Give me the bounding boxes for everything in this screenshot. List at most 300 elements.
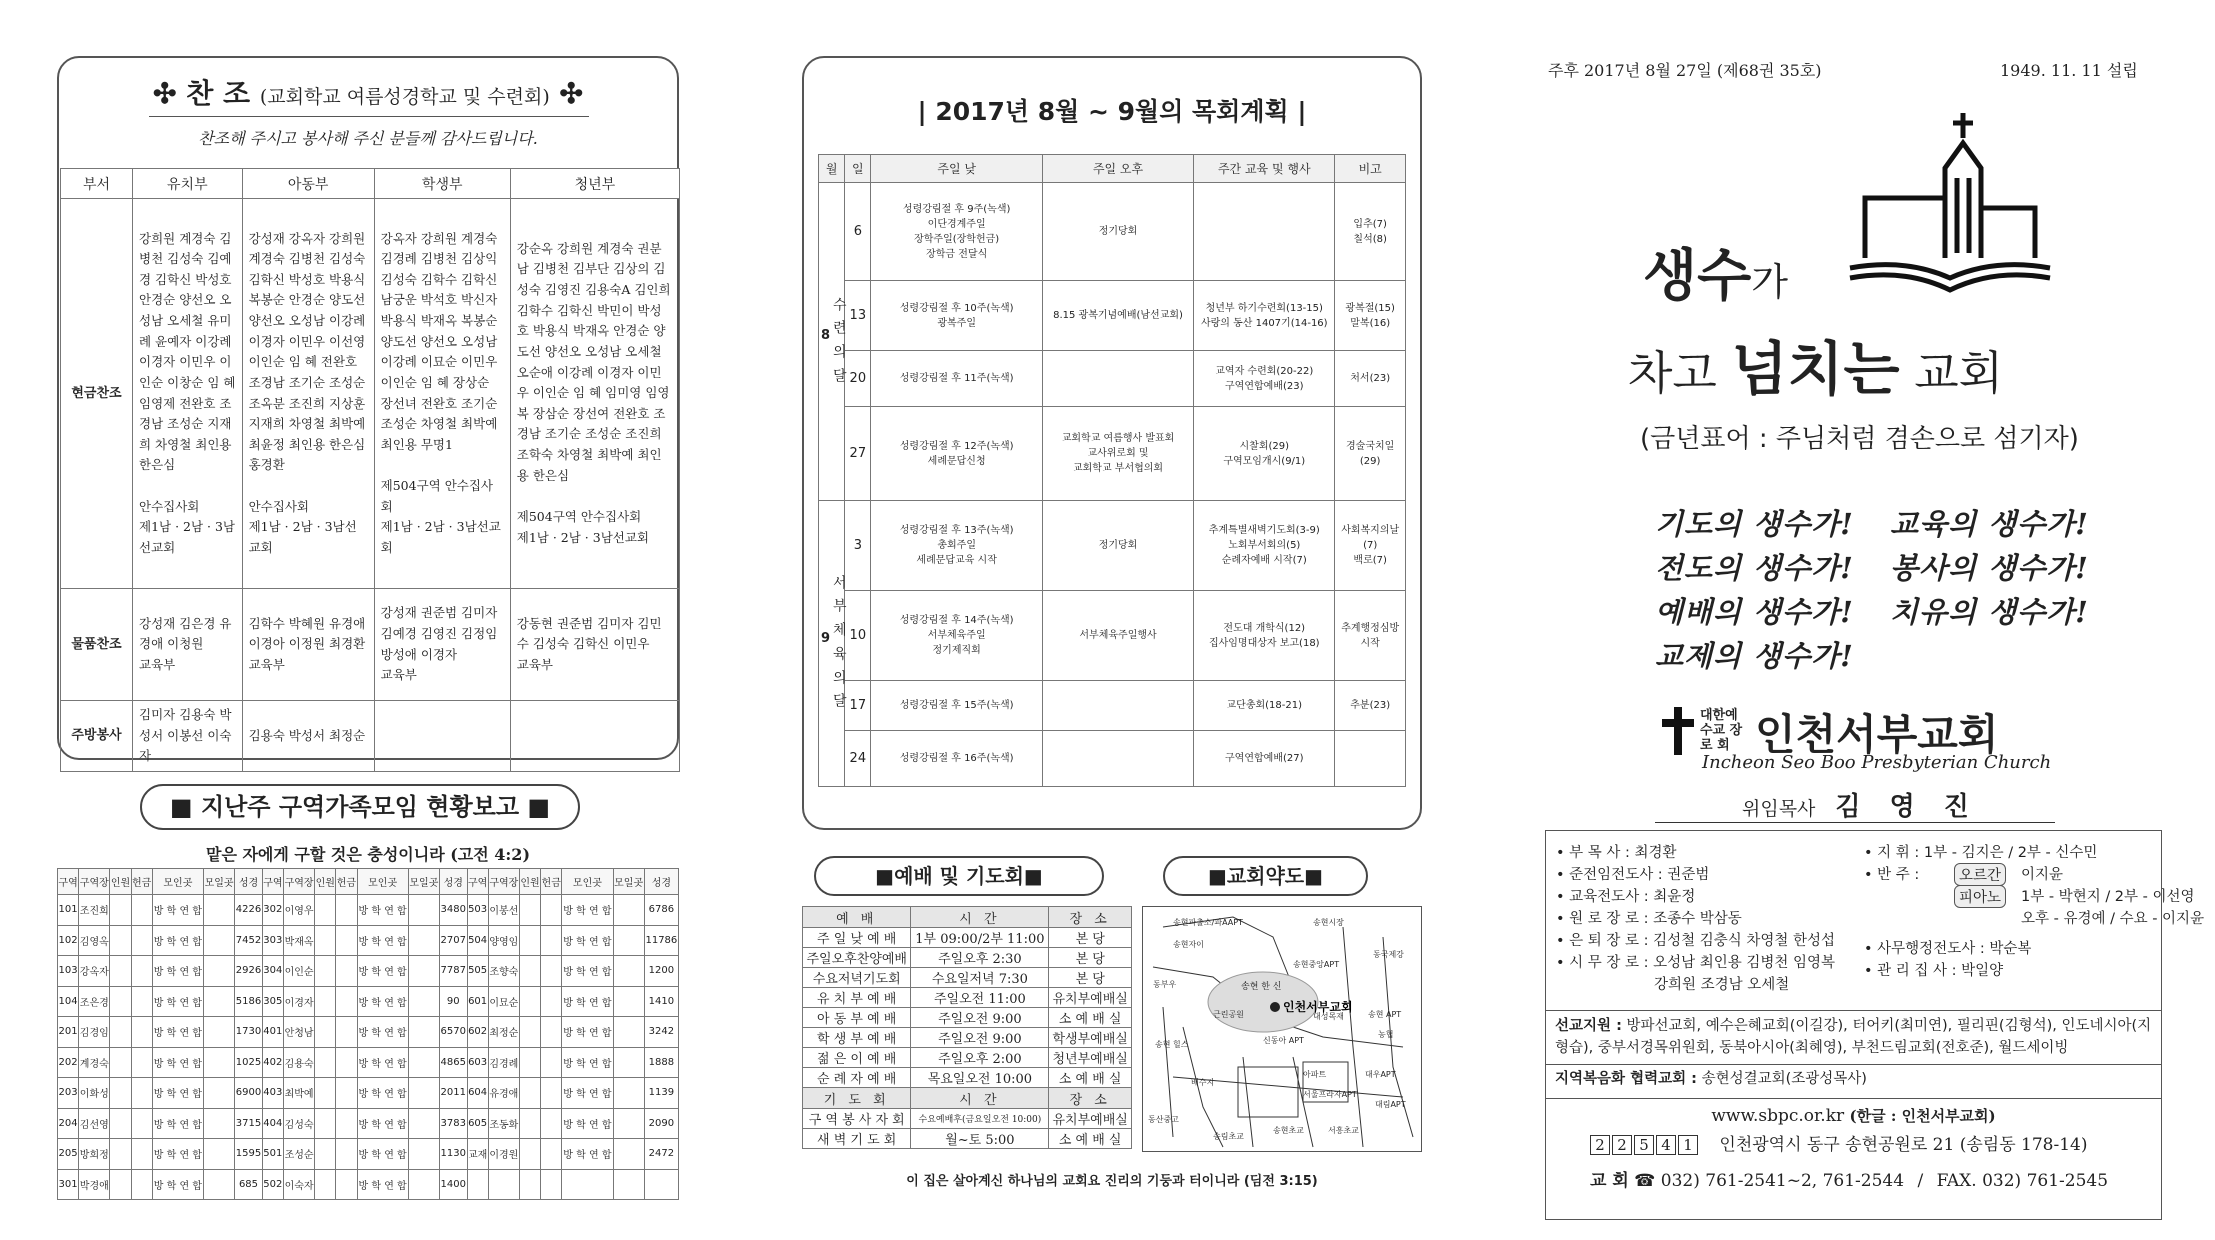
report-cell: 방 학 연 합: [357, 1169, 408, 1200]
worship-cell: 순 례 자 예 배: [803, 1068, 911, 1088]
plan-pm: 교회학교 여름행사 발표회 교사위로회 및 교회학교 부서협의회: [1042, 407, 1193, 501]
report-cell: 685: [235, 1169, 263, 1200]
map-label: 대림APT: [1375, 1100, 1406, 1109]
report-cell: 101: [58, 895, 79, 926]
plan-day: 13: [845, 281, 871, 351]
cheer-3: 예배의 생수가!: [1655, 595, 1854, 629]
plan-month: [819, 183, 845, 501]
report-header: 인원: [315, 869, 336, 895]
report-cell: 1139: [644, 1078, 678, 1109]
report-cell: 방 학 연 합: [562, 925, 613, 956]
worship-cell: 목요일오전 10:00: [911, 1068, 1049, 1088]
plan-header: 주일 낮: [871, 155, 1042, 183]
report-cell: 3715: [235, 1108, 263, 1139]
fax-number: FAX. 032) 761-2545: [1936, 1171, 2109, 1191]
report-quote: 맡은 자에게 구할 것은 충성이니라 (고전 4:2): [205, 845, 531, 864]
tel-number: 032) 761-2541~2, 761-2544: [1660, 1171, 1905, 1191]
map-label: 아파트: [1303, 1070, 1327, 1079]
report-cell: [408, 925, 439, 956]
sponsor-cell: 김미자 김용숙 박성서 이봉선 이숙자: [133, 701, 243, 772]
worship-cell: 주일오전 9:00: [911, 1028, 1049, 1048]
report-cell: 504: [467, 925, 488, 956]
report-cell: 이경자: [283, 986, 314, 1017]
report-cell: 방 학 연 합: [152, 986, 203, 1017]
report-cell: [613, 1139, 644, 1170]
plan-week: 추계특별새벽기도회(3-9) 노회부서회의(5) 순례자예배 시작(7): [1194, 501, 1335, 591]
report-cell: [203, 1139, 234, 1170]
report-header: 성경: [439, 869, 467, 895]
report-cell: 1595: [235, 1139, 263, 1170]
report-cell: [131, 1108, 152, 1139]
report-cell: [488, 1169, 519, 1200]
plan-row: [819, 351, 1406, 407]
report-cell: [519, 1169, 540, 1200]
report-cell: 김경임: [79, 1017, 110, 1048]
report-cell: 6786: [644, 895, 678, 926]
report-cell: [315, 956, 336, 987]
worship-row: [803, 948, 1132, 968]
plan-note: [1335, 731, 1406, 787]
plan-week: 교단총회(18-21): [1194, 681, 1335, 731]
report-cell: [315, 1169, 336, 1200]
plan-table: [818, 154, 1406, 787]
plan-am: 성령강림절 후 12주(녹색) 세례문답신청: [871, 407, 1042, 501]
map-title: ■교회약도■: [1163, 856, 1368, 896]
plan-note: 추분(23): [1335, 681, 1406, 731]
sponsor-cell: 김용숙 박성서 최정순: [242, 701, 374, 772]
worship-cell: 유치부예배실: [1049, 988, 1132, 1008]
plan-pm: [1042, 351, 1193, 407]
plan-header: 일: [845, 155, 871, 183]
staff-evangelist: • 준전임전도사 : 권준범: [1556, 867, 1710, 883]
prayer-header: 기 도 회: [803, 1088, 911, 1109]
plan-note: 추계행정심방 시작: [1335, 591, 1406, 681]
worship-cell: 소 예 배 실: [1049, 1008, 1132, 1028]
sponsor-header: 부서: [61, 169, 133, 199]
report-cell: 601: [467, 986, 488, 1017]
report-cell: [408, 1108, 439, 1139]
church-marker: [1270, 1002, 1280, 1012]
worship-row: [803, 988, 1132, 1008]
report-cell: 방 학 연 합: [152, 1047, 203, 1078]
plan-week: 구역연합예배(27): [1194, 731, 1335, 787]
report-cell: [203, 956, 234, 987]
table-row: [58, 1139, 679, 1170]
report-header: 모인곳: [152, 869, 203, 895]
report-cell: [110, 1047, 131, 1078]
worship-cell: 학 생 부 예 배: [803, 1028, 911, 1048]
staff-admin-evangelist: • 사무행정전도사 : 박순복: [1864, 941, 2032, 957]
report-cell: [336, 925, 357, 956]
telephone: 교 회 ☎ 032) 761-2541~2, 761-2544 / FAX. 032) 761-2545: [1590, 1171, 2109, 1191]
report-cell: 1410: [644, 986, 678, 1017]
cheer-7: 치유의 생수가!: [1890, 595, 2089, 629]
address-text: 인천광역시 동구 송현공원로 21 (송림동 178-14): [1719, 1135, 2088, 1155]
report-cell: [408, 1169, 439, 1200]
sponsor-row-label: 주방봉사: [61, 701, 133, 772]
plan-row: [819, 281, 1406, 351]
report-cell: 6900: [235, 1078, 263, 1109]
report-header: 성경: [644, 869, 678, 895]
prayer-cell: 새 벽 기 도 회: [803, 1129, 911, 1149]
report-cell: [336, 1078, 357, 1109]
report-cell: 방 학 연 합: [562, 1017, 613, 1048]
plan-week: [1194, 183, 1335, 281]
plan-day: 17: [845, 681, 871, 731]
report-cell: 김영옥: [79, 925, 110, 956]
report-header: 모일곳: [203, 869, 234, 895]
plan-day: 3: [845, 501, 871, 591]
plan-note: 입추(7) 칠석(8): [1335, 183, 1406, 281]
plan-row: [819, 681, 1406, 731]
report-cell: 6570: [439, 1017, 467, 1048]
report-cell: [203, 1108, 234, 1139]
report-cell: [613, 1047, 644, 1078]
report-cell: [613, 895, 644, 926]
worship-cell: 주일오후 2:00: [911, 1048, 1049, 1068]
plan-note: 사회복지의날(7) 백로(7): [1335, 501, 1406, 591]
sponsor-row: [61, 701, 680, 772]
report-cell: [519, 1108, 540, 1139]
report-cell: 박경애: [79, 1169, 110, 1200]
zip-digit: 2: [1590, 1135, 1610, 1155]
sponsor-title: ✣ 찬 조 (교회학교 여름성경학교 및 수련회) ✣: [153, 77, 583, 110]
sponsor-header: 학생부: [374, 169, 510, 199]
report-cell: [315, 1139, 336, 1170]
plan-week: 청년부 하기수련회(13-15) 사랑의 동산 1407기(14-16): [1194, 281, 1335, 351]
report-cell: [315, 986, 336, 1017]
report-cell: 방 학 연 합: [152, 1169, 203, 1200]
church-name-korean: 인천서부교회: [1755, 710, 1999, 759]
report-cell: 1400: [439, 1169, 467, 1200]
report-cell: 조동화: [488, 1108, 519, 1139]
report-cell: [110, 925, 131, 956]
report-cell: 최박예: [283, 1078, 314, 1109]
report-cell: [203, 986, 234, 1017]
worship-row: [803, 1028, 1132, 1048]
plan-note: 처서(23): [1335, 351, 1406, 407]
map-label: 농협: [1378, 1030, 1394, 1039]
report-cell: 김선영: [79, 1108, 110, 1139]
plan-month: [819, 501, 845, 787]
worship-row: [803, 968, 1132, 988]
plan-month-theme: 수 련 의 달: [833, 296, 847, 385]
report-cell: [336, 1017, 357, 1048]
report-cell: 205: [58, 1139, 79, 1170]
report-cell: [203, 895, 234, 926]
report-cell: 방 학 연 합: [357, 956, 408, 987]
report-cell: 104: [58, 986, 79, 1017]
zip-digit: 2: [1612, 1135, 1632, 1155]
report-cell: 602: [467, 1017, 488, 1048]
report-header: 구역: [58, 869, 79, 895]
map-label: 서흥초교: [1328, 1126, 1359, 1135]
report-cell: [541, 1108, 562, 1139]
plan-month-theme: 서 부 체 육 의 달: [833, 575, 847, 711]
staff-conductor: • 지 휘 : 1부 - 김지은 / 2부 - 신수민: [1864, 845, 2098, 861]
report-header: 인원: [110, 869, 131, 895]
report-header: 구역장: [79, 869, 110, 895]
divider: [149, 116, 589, 117]
report-cell: [203, 1169, 234, 1200]
cheer-4: 교제의 생수가!: [1655, 639, 1854, 673]
report-cell: [408, 986, 439, 1017]
report-header: 구역: [262, 869, 283, 895]
report-cell: 404: [262, 1108, 283, 1139]
report-cell: [110, 1017, 131, 1048]
plan-header: 월: [819, 155, 845, 183]
map-label: 송현 힐스: [1155, 1040, 1189, 1049]
report-cell: 방 학 연 합: [152, 895, 203, 926]
report-cell: [408, 1139, 439, 1170]
report-cell: 505: [467, 956, 488, 987]
tel-label: 교 회: [1590, 1171, 1629, 1191]
table-row: [58, 956, 679, 987]
divider: [1655, 822, 2055, 823]
plan-am: 성령강림절 후 13주(녹색) 총회주일 세례문답교육 시작: [871, 501, 1042, 591]
plan-month-number: 9: [821, 631, 831, 647]
report-cell: [203, 1017, 234, 1048]
worship-row: [803, 928, 1132, 948]
worship-cell: 청년부예배실: [1049, 1048, 1132, 1068]
report-cell: 이경원: [488, 1139, 519, 1170]
report-cell: 2090: [644, 1108, 678, 1139]
report-cell: 401: [262, 1017, 283, 1048]
worship-row: [803, 1048, 1132, 1068]
prayer-header: 시 간: [911, 1088, 1049, 1109]
report-cell: [203, 1047, 234, 1078]
pastoral-plan-panel: [802, 56, 1422, 830]
report-cell: [336, 1169, 357, 1200]
plan-title-text: 2017년 8월 ~ 9월의 목회계획: [935, 97, 1289, 126]
map-label: 신동아 APT: [1263, 1036, 1304, 1045]
report-cell: 204: [58, 1108, 79, 1139]
staff-associate-pastor: • 부 목 사 : 최경환: [1556, 845, 1677, 861]
report-cell: 박재옥: [283, 925, 314, 956]
report-cell: 305: [262, 986, 283, 1017]
report-cell: 이봉선: [488, 895, 519, 926]
prayer-cell: 소 예 배 실: [1049, 1129, 1132, 1149]
website-url[interactable]: www.sbpc.or.kr: [1711, 1106, 1845, 1126]
sponsor-header: 아동부: [242, 169, 374, 199]
report-cell: [131, 1169, 152, 1200]
map-label: 서울프라자APT: [1303, 1090, 1357, 1099]
district-report-table: [57, 868, 679, 1200]
report-cell: [203, 925, 234, 956]
report-cell: [336, 895, 357, 926]
prayer-cell: 구 역 봉 사 자 회: [803, 1109, 911, 1129]
region-label: 지역복음화 협력교회 :: [1555, 1071, 1697, 1087]
sponsor-cell: 강옥자 강희원 계경숙 김경례 김병천 김상익 김성숙 김학수 김학신 남궁운 박석호 박신자 박용식 박재옥 복봉순 양도선 양선오 오성남 이강례 이묘순 이민우 이인순 임 혜 장상순 장선녀 전완호 조기순 조성순 차영철 최박예 최인용 무명1 제504구역 안수집사회 제1남 · 2남 · 3남선교회: [374, 199, 510, 589]
report-cell: 2011: [439, 1078, 467, 1109]
sponsor-title-text: 찬 조: [186, 77, 251, 110]
report-cell: [644, 1169, 678, 1200]
report-cell: 최정순: [488, 1017, 519, 1048]
slogan-word-saengsu: 생수: [1643, 244, 1752, 309]
slogan-line-2: [1628, 322, 2003, 406]
worship-cell: 주일오전 11:00: [911, 988, 1049, 1008]
report-cell: [613, 1017, 644, 1048]
staff-emeritus-elders: • 원 로 장 로 : 조종수 박삼동: [1556, 911, 1742, 927]
report-cell: 조성순: [283, 1139, 314, 1170]
report-cell: 1025: [235, 1047, 263, 1078]
report-cell: [613, 956, 644, 987]
report-cell: 1888: [644, 1047, 678, 1078]
plan-day: 24: [845, 731, 871, 787]
report-cell: 604: [467, 1078, 488, 1109]
report-cell: [541, 1078, 562, 1109]
report-cell: 7452: [235, 925, 263, 956]
report-cell: 방 학 연 합: [562, 986, 613, 1017]
report-cell: 303: [262, 925, 283, 956]
plan-am: 성령강림절 후 15주(녹색): [871, 681, 1042, 731]
report-cell: [519, 1017, 540, 1048]
plan-row: [819, 731, 1406, 787]
report-cell: [336, 1139, 357, 1170]
report-cell: [467, 1169, 488, 1200]
plan-day: 27: [845, 407, 871, 501]
prayer-cell: 유치부예배실: [1049, 1109, 1132, 1129]
report-header: 모일곳: [408, 869, 439, 895]
report-cell: [315, 1078, 336, 1109]
report-cell: 90: [439, 986, 467, 1017]
worship-header: 예 배: [803, 907, 911, 928]
report-cell: 5186: [235, 986, 263, 1017]
report-cell: [519, 925, 540, 956]
prayer-header-row: [803, 1088, 1132, 1109]
region-church: 송현성결교회(조광성목사): [1701, 1071, 1867, 1087]
report-cell: [541, 1169, 562, 1200]
report-header: 헌금: [336, 869, 357, 895]
report-cell: 방 학 연 합: [562, 1047, 613, 1078]
report-cell: 4865: [439, 1047, 467, 1078]
report-cell: [336, 986, 357, 1017]
report-cell: 이영우: [283, 895, 314, 926]
report-cell: 502: [262, 1169, 283, 1200]
organ-player: 이지윤: [2021, 867, 2064, 883]
report-cell: 이화성: [79, 1078, 110, 1109]
report-cell: [519, 956, 540, 987]
plan-pm: 8.15 광복기념예배(남선교회): [1042, 281, 1193, 351]
map-label: 송현초교: [1273, 1126, 1304, 1135]
plan-am: 성령강림절 후 9주(녹색) 이단경계주일 장학주일(장학헌금) 장학금 전달식: [871, 183, 1042, 281]
zip-digit: 1: [1678, 1135, 1698, 1155]
report-cell: 603: [467, 1047, 488, 1078]
report-cell: [519, 986, 540, 1017]
plan-day: 10: [845, 591, 871, 681]
report-cell: 계경숙: [79, 1047, 110, 1078]
worship-cell: 수요일저녁 7:30: [911, 968, 1049, 988]
summer-sponsor-panel: [57, 56, 679, 764]
plan-row: [819, 183, 1406, 281]
map-label: 송현시장: [1313, 918, 1344, 927]
cheer-2: 전도의 생수가!: [1655, 551, 1854, 585]
report-cell: [408, 1017, 439, 1048]
map-label: 송림초교: [1213, 1132, 1244, 1141]
sponsor-cell: 강성재 권준범 김미자 김예경 김영진 김정임 방성애 이경자 교육부: [374, 589, 510, 701]
sponsor-row: [61, 199, 680, 589]
cheer-5: 교육의 생수가!: [1890, 507, 2089, 541]
worship-cell: 본 당: [1049, 948, 1132, 968]
report-cell: 201: [58, 1017, 79, 1048]
report-cell: [613, 986, 644, 1017]
report-cell: 방 학 연 합: [152, 1108, 203, 1139]
pastor-name: 김 영 진: [1835, 792, 1979, 822]
report-cell: 방 학 연 합: [562, 1078, 613, 1109]
slogan-word-chago: 차고: [1628, 346, 1732, 400]
report-header: 구역장: [283, 869, 314, 895]
report-cell: [131, 1078, 152, 1109]
table-row: [58, 1017, 679, 1048]
report-cell: 1200: [644, 956, 678, 987]
report-header: 모인곳: [357, 869, 408, 895]
report-cell: [562, 1169, 613, 1200]
plan-day: 20: [845, 351, 871, 407]
worship-cell: 학생부예배실: [1049, 1028, 1132, 1048]
verse: 이 집은 살아계신 하나님의 교회요 진리의 기둥과 터이니라 (딤전 3:15): [906, 1174, 1318, 1189]
slogan-word-church: 교회: [1899, 346, 2004, 400]
staff-retired-elders: • 은 퇴 장 로 : 김성철 김충식 차영철 한성섭: [1556, 933, 1836, 949]
map-drawing: [1143, 907, 1423, 1153]
sponsor-cell: 김학수 박혜원 유경애 이경아 이정원 최경환 교육부: [242, 589, 374, 701]
worship-header: 시 간: [911, 907, 1049, 928]
report-header: 헌금: [131, 869, 152, 895]
plan-note: 광복절(15) 말복(16): [1335, 281, 1406, 351]
report-cell: [110, 1108, 131, 1139]
map-label: 송현 APT: [1368, 1010, 1402, 1019]
church-map: [1142, 906, 1422, 1152]
table-row: [58, 925, 679, 956]
map-label: 근린공원: [1213, 1010, 1244, 1019]
report-cell: [541, 925, 562, 956]
report-header: 모인곳: [562, 869, 613, 895]
report-cell: 7787: [439, 956, 467, 987]
report-cell: [336, 1108, 357, 1139]
report-cell: [315, 1047, 336, 1078]
report-cell: [110, 1078, 131, 1109]
report-cell: [613, 925, 644, 956]
report-cell: 402: [262, 1047, 283, 1078]
plan-note: 경술국치일 (29): [1335, 407, 1406, 501]
report-cell: [519, 1078, 540, 1109]
worship-table: [802, 906, 1132, 1149]
report-cell: 103: [58, 956, 79, 987]
worship-cell: 주 일 낮 예 배: [803, 928, 911, 948]
report-cell: 301: [58, 1169, 79, 1200]
plan-row: [819, 501, 1406, 591]
report-cell: 방 학 연 합: [562, 1139, 613, 1170]
report-cell: [110, 1139, 131, 1170]
report-cell: [408, 1078, 439, 1109]
worship-cell: 본 당: [1049, 968, 1132, 988]
report-header: 모일곳: [613, 869, 644, 895]
map-label: 송현파출소/파AAPT: [1173, 918, 1243, 927]
table-row: [58, 1108, 679, 1139]
report-cell: [541, 956, 562, 987]
report-header: 인원: [519, 869, 540, 895]
prayer-cell: 수요예배후(금요일오전 10:00): [911, 1109, 1049, 1129]
report-cell: [131, 986, 152, 1017]
sponsor-cell: 강성재 강옥자 강희원 계경숙 김병천 김성숙 김학신 박성호 박용식 복봉순 안경순 양도선 양선오 오성남 이강례 이경자 이민우 이선영 이인순 임 혜 전완호 조경남 조기순 조성순 조옥분 조진희 지상훈 지재희 차영철 최박예 최윤정 최인용 한은심 홍경환 안수집사회 제1남 · 2남 · 3남선교회: [242, 199, 374, 589]
cheer-1: 기도의 생수가!: [1655, 507, 1854, 541]
report-cell: [131, 1017, 152, 1048]
map-label: 배수지: [1191, 1078, 1215, 1087]
report-header: 구역: [467, 869, 488, 895]
plan-header: 주간 교육 및 행사: [1194, 155, 1335, 183]
report-cell: 방 학 연 합: [357, 1139, 408, 1170]
worship-cell: 본 당: [1049, 928, 1132, 948]
report-cell: 2472: [644, 1139, 678, 1170]
